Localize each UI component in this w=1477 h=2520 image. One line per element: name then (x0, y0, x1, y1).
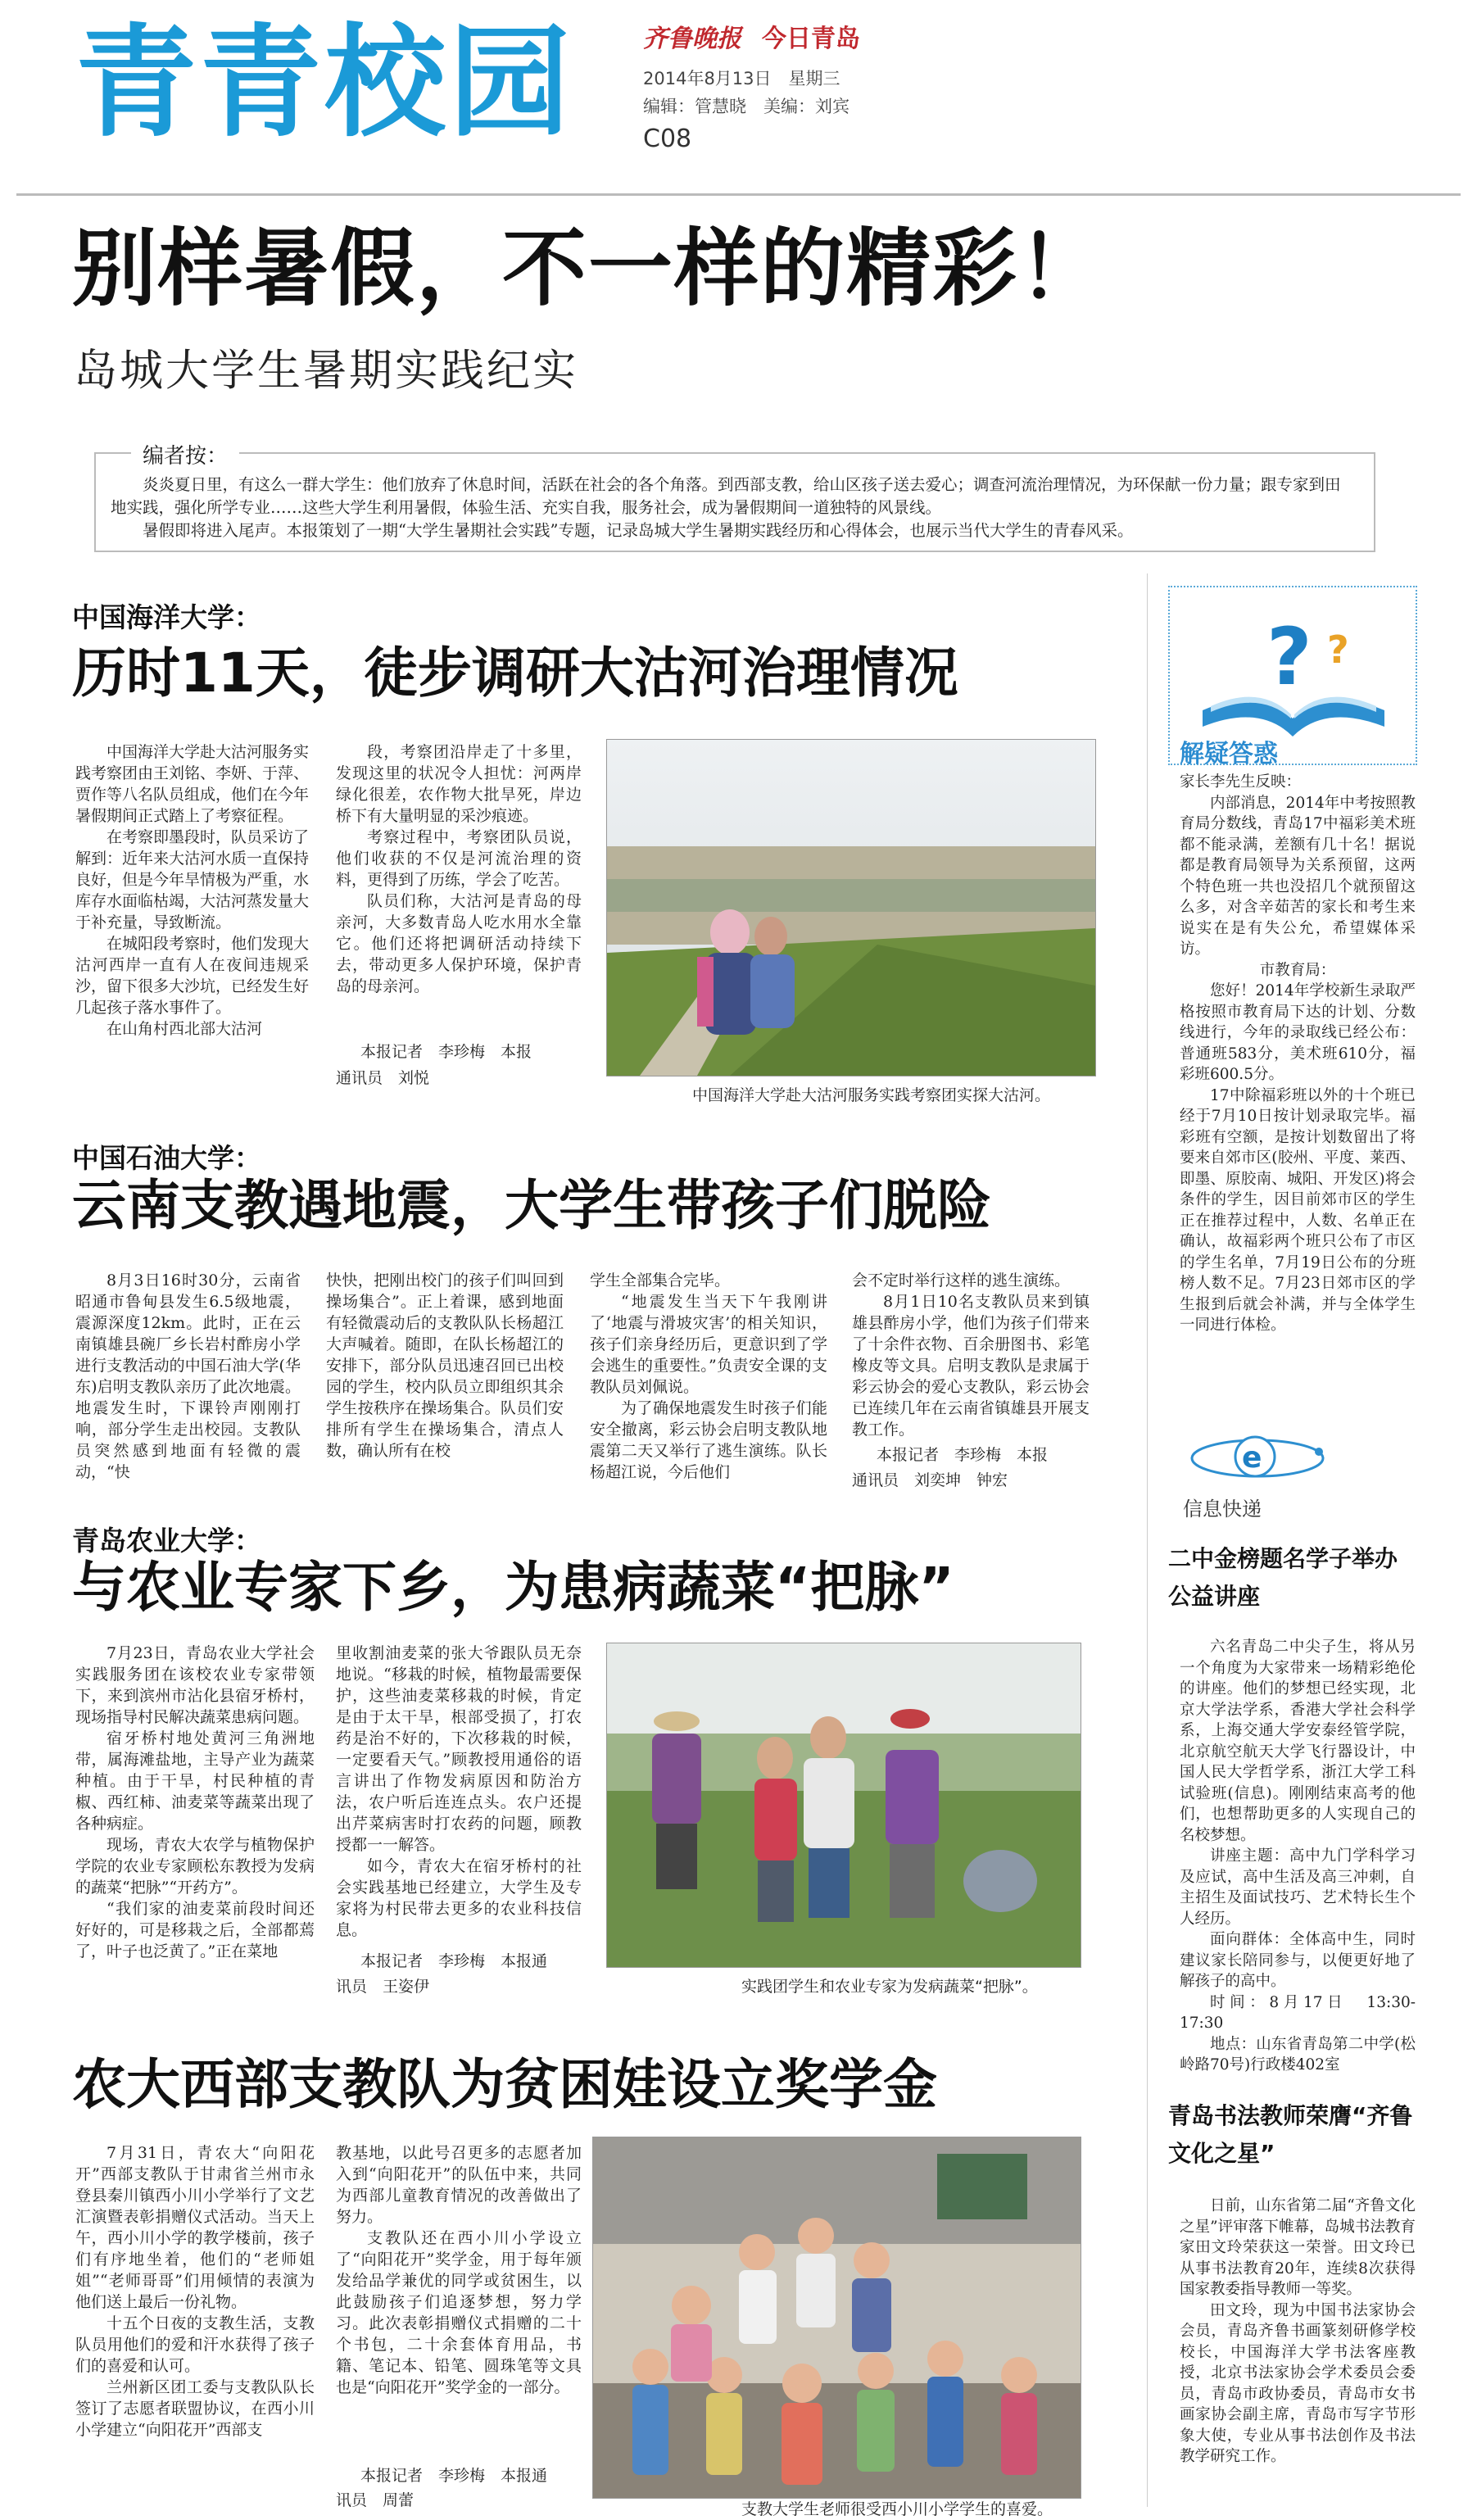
page-number: C08 (643, 125, 692, 153)
news2-p1: 日前，山东省第二届“齐鲁文化之星”评审落下帷幕，岛城书法教育家田文玲荣获这一荣誉。田文玲已从事书法教育20年，连续8次获得国家教委指导教师一等奖。 (1180, 2197, 1416, 2298)
lead-subhead: 岛城大学生暑期实践纪实 (74, 346, 578, 396)
news1-p4: 时间：8月17日 13:30-17:30 (1180, 1993, 1416, 2032)
field-photo-illustration (607, 1643, 1081, 1967)
editor-note-p2: 暑假即将进入尾声。本报策划了一期“大学生暑期社会实践”专题，记录岛城大学生暑期实践经历和心得体会，也展示当代大学生的青春风采。 (143, 521, 1134, 540)
editor-line: 编辑：管慧晓 美编：刘宾 (643, 97, 850, 116)
article3-col1 (75, 1643, 315, 1983)
qa-bureau-label: 市教育局： (1259, 961, 1336, 979)
article4-caption: 支教大学生老师很受西小川小学学生的喜爱。 (741, 2500, 1053, 2518)
paragraph: 段，考察团沿岸走了十多里，发现这里的状况令人担忧：河两岸绿化很差，农作物大批旱死，岸边桥下有大量明显的采沙痕迹。 (336, 743, 582, 825)
paragraph: 7月23日，青岛农业大学社会实践服务团在该校农业专家带领下，来到滨州市沾化县宿牙桥村，现场指导村民解决蔬菜患病问题。 (75, 1644, 315, 1726)
qa-bureau-p1: 您好！2014年学校新生录取严格按照市教育局下达的计划、分数线进行，今年的录取线已经公布：普通班583分，美术班610分，福彩班600.5分。 (1180, 982, 1416, 1083)
article1-caption: 中国海洋大学赴大沽河服务实践考察团实探大沽河。 (692, 1086, 1051, 1104)
editor-note-text (111, 474, 1356, 542)
paragraph: 为了确保地震发生时孩子们能安全撤离，彩云协会启明支教队地震第二天又举行了逃生演练。队长杨超江说，今后他们 (590, 1399, 827, 1481)
paragraph: 十五个日夜的支教生活，支教队员用他们的爱和汗水获得了孩子们的喜爱和认可。 (75, 2314, 315, 2375)
article3-byline-2: 讯员 王姿伊 (336, 1978, 430, 1996)
news1-p5: 地点：山东省青岛第二中学(松岭路70号)行政楼402室 (1180, 2035, 1416, 2074)
article2-headline: 云南支教遇地震，大学生带孩子们脱险 (72, 1174, 991, 1237)
lead-headline: 别样暑假，不一样的精彩！ (72, 220, 1104, 318)
paragraph: 7月31日，青农大“向阳花开”西部支教队于甘肃省兰州市永登县秦川镇西小川小学举行了文艺汇演暨表彰捐赠仪式活动。当天上午，西小川小学的教学楼前，孩子们有序地坐着，他们的“老师姐姐”“老师哥哥”们用倾情的表演为他们送上最后一份礼物。 (75, 2144, 315, 2311)
paragraph: 兰州新区团工委与支教队队长签订了志愿者联盟协议，在西小川小学建立“向阳花开”西部支 (75, 2378, 315, 2439)
article1-byline: 本报记者 李珍梅 本报 (360, 1043, 532, 1061)
qa-bureau-p2: 17中除福彩班以外的十个班已经于7月10日按计划录取完毕。福彩班有空额，是按计划数留出了将要来自郊市区(胶州、平度、莱西、即墨、原胶南、城阳、开发区)将会条件的学生，因目前郊市区的学生正在推荐过程中，人数、名单正在确认，故福彩两个班只公布了市区的学生名单，7月19日公布的分班榜人数不足。7月23日郊市区的学生报到后就会补满，并与全体学生一同进行体检。 (1180, 1086, 1416, 1334)
paragraph: 在山角村西北部大沽河 (106, 1020, 263, 1038)
article4-col1 (75, 2142, 315, 2503)
editor-note-p1: 炎炎夏日里，有这么一群大学生：他们放弃了休息时间，活跃在社会的各个角落。到西部支教，给山区孩子送去爱心；调查河流治理情况，为环保献一份力量；跟专家到田地实践，强化所学专业……这些大学生利用暑假，体验生活、充实自我，服务社会，成为暑假期间一道独特的风景线。 (111, 475, 1341, 517)
qa-parent-label: 家长李先生反映： (1180, 773, 1302, 791)
news1-p3: 面向群体：全体高中生，同时建议家长陪同参与，以便更好地了解孩子的高中。 (1180, 1931, 1416, 1990)
paragraph: 如今，青农大在宿牙桥村的社会实践基地已经建立，大学生及专家将为村民带去更多的农业科技信息。 (336, 1857, 582, 1939)
paragraph: 会不定时举行这样的逃生演练。 (852, 1271, 1071, 1289)
article2-school: 中国石油大学： (72, 1142, 261, 1174)
news2-column (1180, 2196, 1416, 2507)
paragraph: 教基地，以此号召更多的志愿者加入到“向阳花开”的队伍中来，共同为西部儿童教育情况的改善做出了努力。 (336, 2144, 582, 2226)
article1-photo (606, 739, 1096, 1076)
svg-text:?: ? (1266, 611, 1312, 703)
masthead-divider (16, 193, 1461, 196)
paragraph: 现场，青农大农学与植物保护学院的农业专家顾松东教授为发病的蔬菜“把脉”“开药方”。 (75, 1836, 315, 1897)
paragraph: “地震发生当天下午我刚讲了‘地震与滑坡灾害’的相关知识，孩子们亲身经历后，更意识到了学会逃生的重要性。”负责安全课的支教队员刘佩说。 (590, 1293, 827, 1396)
paragraph: 考察过程中，考察团队员说，他们收获的不仅是河流治理的资料，更得到了历练，学会了吃苦。 (336, 828, 582, 889)
article2-byline: 本报记者 李珍梅 本报 (877, 1446, 1049, 1464)
news1-p1: 六名青岛二中尖子生，将从另一个角度为大家带来一场精彩绝伦的讲座。他们的梦想已经实现，北京大学法学系，香港大学社会科学系，上海交通大学安泰经管学院，北京航空航天大学飞行器设计，中国人民大学哲学系，浙江大学工科试验班(信息)。刚刚结束高考的他们，也想帮助更多的人实现自己的名校梦想。 (1180, 1638, 1416, 1844)
article2-col2 (326, 1270, 564, 1503)
paragraph: 8月3日16时30分，云南省昭通市鲁甸县发生6.5级地震，震源深度12km。此时，正在云南镇雄县碗厂乡长岩村酢房小学进行支教活动的中国石油大学(华东)启明支教队亲历了此次地震。地震发生时，下课铃声刚刚打响，部分学生走出校园。支教队员突然感到地面有轻微的震动，“快 (75, 1271, 301, 1481)
article4-photo (592, 2137, 1081, 2499)
editor-note-label: 编者按： (131, 439, 239, 469)
paragraph: 在考察即墨段时，队员采访了解到：近年来大沽河水质一直保持良好，但是今年旱情极为严重，水库存水面临枯竭，大沽河蒸发量大于补充量，导致断流。 (75, 828, 309, 931)
article3-col2 (336, 1643, 582, 1942)
article3-byline: 本报记者 李珍梅 本报通 (360, 1952, 548, 1970)
news1-column (1180, 1637, 1416, 2128)
info-express-title: 信息快递 (1183, 1498, 1262, 1521)
news2-p2: 田文玲，现为中国书法家协会会员，青岛齐鲁书画篆刻研修学校校长，中国海洋大学书法客座教授，北京书法家协会学术委员会委员，青岛市政协委员，青岛市女书画家协会副主席，青岛市写字节形象大使，专业从事书法创作及书法教学研究工作。 (1180, 2301, 1416, 2465)
svg-text:?: ? (1327, 628, 1349, 672)
svg-text:e: e (1242, 1441, 1262, 1475)
river-photo-illustration (607, 740, 1095, 1076)
date-line: 2014年8月13日 星期三 (643, 69, 840, 88)
article1-col1 (75, 741, 309, 1081)
newspaper-name: 齐鲁晚报 (643, 25, 741, 53)
paragraph: 在城阳段考察时，他们发现大沽河西岸一直有人在夜间违规采沙，留下很多大沙坑，已经发生好几起孩子落水事件了。 (75, 935, 309, 1017)
news1-headline: 二中金榜题名学子举办公益讲座 (1168, 1545, 1398, 1610)
paragraph: 宿牙桥村地处黄河三角洲地带，属海滩盐地，主导产业为蔬菜种植。由于干旱，村民种植的青椒、西红柿、油麦菜等蔬菜出现了各种病症。 (75, 1729, 315, 1833)
info-e-icon (1180, 1424, 1343, 1489)
article2-col4 (852, 1270, 1090, 1446)
article3-photo (606, 1643, 1081, 1968)
article3-school: 青岛农业大学： (72, 1525, 261, 1557)
paragraph: 队员们称，大沽河是青岛的母亲河，大多数青岛人吃水用水全靠它。他们还将把调研活动持续下去，带动更多人保护环境，保护青岛的母亲河。 (336, 892, 582, 995)
paragraph: 里收割油麦菜的张大爷跟队员无奈地说。“移栽的时候，植物最需要保护，这些油麦菜移栽的时候，肯定是由于太干旱，根部受损了，打农药是治不好的，下次移栽的时候，一定要看天气。”顾教授用通俗的语言讲出了作物发病原因和防治方法，农户听后连连点头。农户还提出芹菜病害时打农药的问题，顾教授都一一解答。 (336, 1644, 582, 1854)
article4-col2 (336, 2142, 582, 2460)
article1-byline-2: 通讯员 刘悦 (336, 1069, 430, 1087)
paragraph: 8月1日10名支教队员来到镇雄县酢房小学，他们为孩子们带来了十余件衣物、百余册图书、彩笔橡皮等文具。启明支教队是隶属于彩云协会的爱心支教队，彩云协会已连续几年在云南省镇雄县开展支教工作。 (852, 1293, 1090, 1439)
news2-headline: 青岛书法教师荣膺“齐鲁文化之星” (1168, 2102, 1413, 2167)
paragraph: 支教队还在西小川小学设立了“向阳花开”奖学金，用于每年颁发给品学兼优的同学或贫困生，以此鼓励孩子们追逐梦想，努力学习。此次表彰捐赠仪式捐赠的二十个书包，二十余套体育用品，书籍、笔记本、铅笔、圆珠笔等文具也是“向阳花开”奖学金的一部分。 (336, 2229, 582, 2396)
news1-p2: 讲座主题：高中九门学科学习及应试，高中生活及高三冲刺，自主招生及面试技巧、艺术特长生个人经历。 (1180, 1847, 1416, 1928)
sidebar-divider (1147, 573, 1148, 2507)
article4-byline: 本报记者 李珍梅 本报通 (360, 2467, 548, 2485)
qa-column (1180, 772, 1416, 1411)
article1-headline: 历时11天，徒步调研大沽河治理情况 (72, 641, 958, 705)
article4-byline-2: 讯员 周蕾 (336, 2491, 415, 2509)
article1-school: 中国海洋大学： (72, 601, 261, 633)
masthead-title: 青青校园 (75, 12, 573, 153)
children-photo-illustration (593, 2137, 1081, 2498)
paragraph: 快快，把刚出校门的孩子们叫回到操场集合”。正上着课，感到地面有轻微震动后的支教队队长杨超江大声喊着。随即，在队长杨超江的安排下，部分队员迅速召回已出校园的学生，校内队员立即组织其余学生按秩序在操场集合。队员们安排所有学生在操场集合，清点人数，确认所有在校 (326, 1271, 564, 1460)
paragraph: 中国海洋大学赴大沽河服务实践考察团由王刘铭、李妍、于萍、贾作等八名队员组成，他们在今年暑假期间正式踏上了考察征程。 (75, 743, 309, 825)
article1-col2 (336, 741, 582, 1012)
article2-col3 (590, 1270, 827, 1503)
article3-headline: 与农业专家下乡，为患病蔬菜“把脉” (72, 1556, 954, 1619)
info-express-logo (1180, 1424, 1343, 1521)
paragraph: “我们家的油麦菜前段时间还好好的，可是移栽之后，全部都蔫了，叶子也泛黄了。”正在菜地 (75, 1900, 315, 1960)
qa-title: 解疑答惑 (1180, 740, 1278, 768)
paragraph: 学生全部集合完毕。 (590, 1271, 731, 1289)
article2-byline-2: 通讯员 刘奕坤 钟宏 (852, 1471, 1008, 1489)
edition-name: 今日青岛 (762, 25, 860, 53)
qa-parent-text: 内部消息，2014年中考按照教育局分数线，青岛17中福彩美术班都不能录满，差额有几十名！据说都是教育局领导为关系预留，这两个特色班一共也没招几个就预留这么多，对含辛茹苦的家长和考生来说实在是有失公允，希望媒体采访。 (1180, 794, 1416, 958)
article4-headline: 农大西部支教队为贫困娃设立奖学金 (72, 2053, 937, 2116)
article3-caption: 实践团学生和农业专家为发病蔬菜“把脉”。 (741, 1978, 1038, 1996)
article2-col1 (75, 1270, 301, 1503)
